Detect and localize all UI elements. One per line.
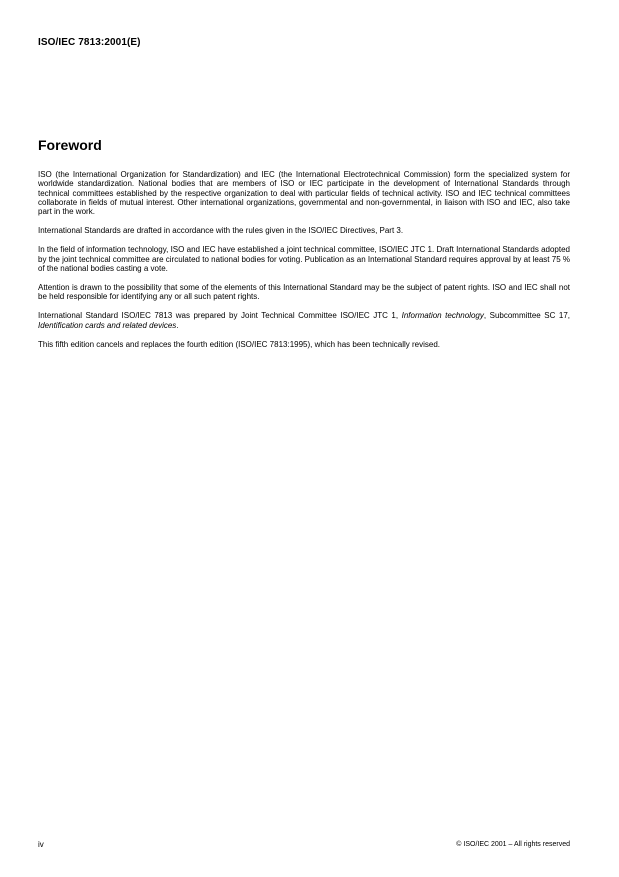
preparation-text-1: International Standard ISO/IEC 7813 was prepared by Joint Technical Committee ISO/IEC JTC 1, xyxy=(38,311,402,321)
preparation-text-3: . xyxy=(176,320,179,330)
paragraph-edition: This fifth edition cancels and replaces the fourth edition (ISO/IEC 7813:1995), which has been technically revised. xyxy=(38,339,441,349)
preparation-text-2: , Subcommittee SC 17, xyxy=(483,311,571,321)
paragraph-directives: International Standards are drafted in accordance with the rules given in the ISO/IEC Directives, Part 3. xyxy=(38,226,404,236)
committee-name-italic: Information technology xyxy=(401,311,484,321)
document-id-header: ISO/IEC 7813:2001(E) xyxy=(38,37,141,48)
foreword-body xyxy=(38,170,570,359)
paragraph-organizations: ISO (the International Organization for Standardization) and IEC (the International Electrotechnical Commission) form the specialized system for worldwide standardization. National bodies that are members of ISO or IEC participate in the development of International Standards through technical committees established by the respective organization to deal with particular fields of technical activity. ISO and IEC technical committees collaborate in fields of mutual interest. Other international organizations, governmental and non-governmental, in liaison with ISO and IEC, also take part in the work. xyxy=(38,170,570,217)
paragraph-preparation xyxy=(38,311,570,330)
foreword-heading: Foreword xyxy=(38,137,102,153)
page-number: iv xyxy=(38,840,44,849)
subcommittee-name-italic: Identification cards and related devices xyxy=(38,320,177,330)
paragraph-jtc1: In the field of information technology, ISO and IEC have established a joint technical committee, ISO/IEC JTC 1. Draft International Standards adopted by the joint technical committee are circulated to national bodies for voting. Publication as an International Standard requires approval by at least 75 % of the national bodies casting a vote. xyxy=(38,245,570,273)
paragraph-patent-rights: Attention is drawn to the possibility that some of the elements of this International Standard may be the subject of patent rights. ISO and IEC shall not be held responsible for identifying any or all such patent rights. xyxy=(38,283,570,302)
copyright-notice: © ISO/IEC 2001 – All rights reserved xyxy=(456,841,570,848)
